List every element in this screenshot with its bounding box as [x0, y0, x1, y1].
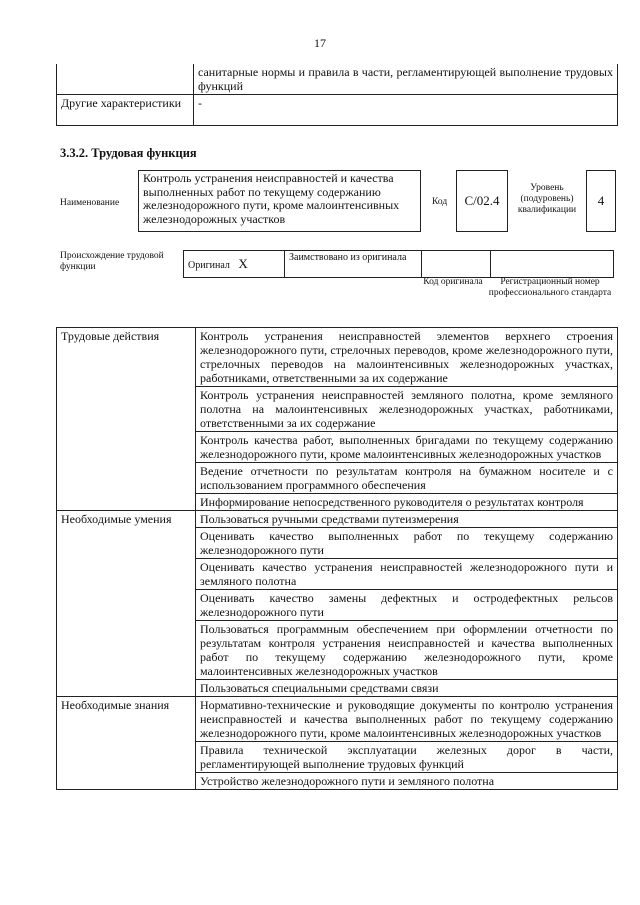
- table-cell-label: Другие характеристики: [57, 95, 194, 126]
- table-cell-text: Контроль устранения неисправностей элементов верхнего строения железнодорожного пути, стрелочных переводов, кроме железнодорожного пути, стрелочных переводов на малоинтенсивных железнодорожных участках, работниками, ответственными за их содержание: [196, 328, 618, 387]
- borrowed-label: Заимствовано из оригинала: [285, 251, 422, 278]
- group-label: Необходимые умения: [57, 511, 196, 697]
- original-mark: X: [238, 255, 248, 271]
- table-cell-label: [57, 64, 194, 95]
- table-row: [57, 697, 618, 742]
- code-original-caption: Код оригинала: [423, 277, 483, 287]
- table-cell-text: -: [194, 95, 618, 126]
- table-row: [57, 95, 618, 126]
- reg-number-cell: [491, 251, 614, 278]
- table-cell-text: Пользоваться ручными средствами путеизмерения: [196, 511, 618, 528]
- code-label: Код: [432, 197, 448, 207]
- table-cell-text: Информирование непосредственного руководителя о результатах контроля: [196, 494, 618, 511]
- table-cell-text: Устройство железнодорожного пути и земляного полотна: [196, 773, 618, 790]
- code-value-box: C/02.4: [456, 170, 508, 232]
- table-cell-text: Контроль качества работ, выполненных бригадами по текущему содержанию железнодорожного пути, кроме малоинтенсивных железнодорожных участков: [196, 432, 618, 463]
- group-label: Трудовые действия: [57, 328, 196, 511]
- table-cell-text: Контроль устранения неисправностей земляного полотна, кроме земляного полотна на малоинтенсивных железнодорожных участках, работниками, ответственными за их содержание: [196, 387, 618, 432]
- table-cell-text: Оценивать качество замены дефектных и остродефектных рельсов железнодорожного пути: [196, 590, 618, 621]
- main-table: [56, 327, 618, 790]
- original-label: Оригинал: [188, 259, 230, 271]
- table-row: [57, 328, 618, 387]
- level-label: Уровень (подуровень) квалификации: [517, 183, 577, 215]
- name-label: Наименование: [60, 198, 120, 208]
- origin-table: [183, 250, 614, 278]
- table-cell-text: Оценивать качество устранения неисправностей железнодорожного пути и земляного полотна: [196, 559, 618, 590]
- table-cell-text: Пользоваться специальными средствами связи: [196, 680, 618, 697]
- table-cell-text: Ведение отчетности по результатам контроля на бумажном носителе и с использованием программного обеспечения: [196, 463, 618, 494]
- table-cell-text: Пользоваться программным обеспечением при оформлении отчетности по результатам контроля устранения неисправностей и качества выполненных работ по текущему содержанию железнодорожного пути, кроме малоинтенсивных железнодорожных участков: [196, 621, 618, 680]
- table-cell-text: Нормативно-технические и руководящие документы по контролю устранения неисправностей и качества выполненных работ по текущему содержанию железнодорожного пути, кроме малоинтенсивных железнодорожных участков: [196, 697, 618, 742]
- group-label: Необходимые знания: [57, 697, 196, 790]
- origin-label: Происхождение трудовой функции: [60, 251, 164, 272]
- level-value-box: 4: [586, 170, 616, 232]
- top-table: [56, 64, 618, 126]
- table-cell-text: Оценивать качество выполненных работ по текущему содержанию железнодорожного пути: [196, 528, 618, 559]
- reg-number-caption: Регистрационный номер профессионального стандарта: [488, 277, 612, 298]
- table-row: [57, 511, 618, 528]
- code-original-cell: [422, 251, 491, 278]
- origin-original-cell: [184, 251, 285, 278]
- page-number: 17: [314, 36, 326, 50]
- table-row: [184, 251, 614, 278]
- section-title: 3.3.2. Трудовая функция: [60, 146, 197, 160]
- table-row: [57, 64, 618, 95]
- name-value-box: Контроль устранения неисправностей и качества выполненных работ по текущему содержанию железнодорожного пути, кроме малоинтенсивных железнодорожных участков: [138, 170, 421, 232]
- table-cell-text: Правила технической эксплуатации железных дорог в части, регламентирующей выполнение трудовых функций: [196, 742, 618, 773]
- table-cell-text: санитарные нормы и правила в части, регламентирующей выполнение трудовых функций: [194, 64, 618, 95]
